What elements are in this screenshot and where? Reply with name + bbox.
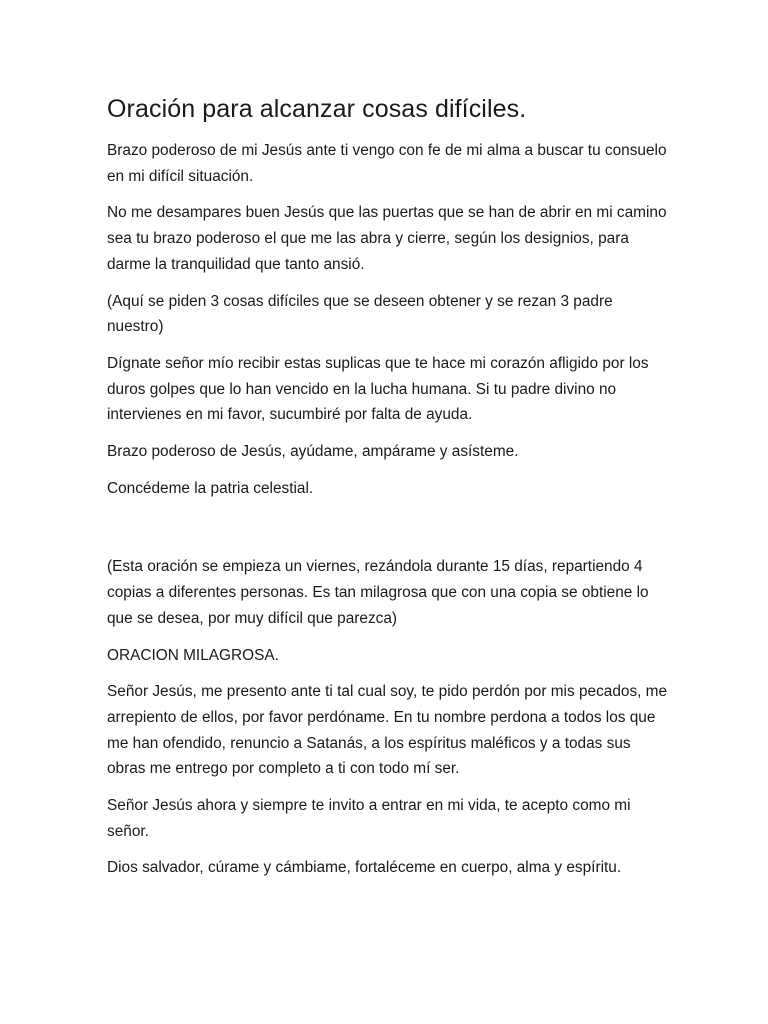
paragraph-brazo-poderoso-intro: Brazo poderoso de mi Jesús ante ti vengo con fe de mi alma a buscar tu consuelo en mi difícil situación.: [107, 142, 667, 185]
paragraph-dios-salvador: Dios salvador, cúrame y cámbiame, fortaléceme en cuerpo, alma y espíritu.: [107, 859, 622, 877]
document-title: Oración para alcanzar cosas difíciles.: [107, 95, 527, 123]
paragraph-instruction-friday: (Esta oración se empieza un viernes, rezándola durante 15 días, repartiendo 4 copias a diferentes personas. Es tan milagrosa que con una copia se obtiene lo que se desea, por muy difícil que parezca): [107, 558, 649, 627]
paragraph-senor-jesus-me-presento: Señor Jesús, me presento ante ti tal cual soy, te pido perdón por mis pecados, me arrepiento de ellos, por favor perdóname. En tu nombre perdona a todos los que me han ofendido, renuncio a Satanás, a los espíritus maléficos y a todas sus obras me entrego por completo a ti con todo mí ser.: [107, 683, 668, 778]
paragraph-senor-jesus-ahora: Señor Jesús ahora y siempre te invito a entrar en mi vida, te acepto como mi señor.: [107, 797, 631, 840]
paragraph-concedeme: Concédeme la patria celestial.: [107, 479, 314, 497]
section-heading-oracion-milagrosa: ORACION MILAGROSA.: [107, 646, 279, 664]
paragraph-instruction-three-things: (Aquí se piden 3 cosas difíciles que se deseen obtener y se rezan 3 padre nuestro): [107, 292, 613, 336]
paragraph-brazo-poderoso-ayudame: Brazo poderoso de Jesús, ayúdame, ampárame y asísteme.: [107, 443, 519, 461]
blank-line-spacer: [107, 512, 668, 554]
paragraph-no-me-desampares: No me desampares buen Jesús que las puertas que se han de abrir en mi camino sea tu brazo poderoso el que me las abra y cierre, según los designios, para darme la tranquilidad que tanto ansió.: [107, 204, 667, 273]
paragraph-dignate-senor: Dígnate señor mío recibir estas suplicas que te hace mi corazón afligido por los duros golpes que lo han vencido en la lucha humana. Si tu padre divino no intervienes en mi favor, sucumbiré por falta de ayuda.: [107, 354, 649, 424]
